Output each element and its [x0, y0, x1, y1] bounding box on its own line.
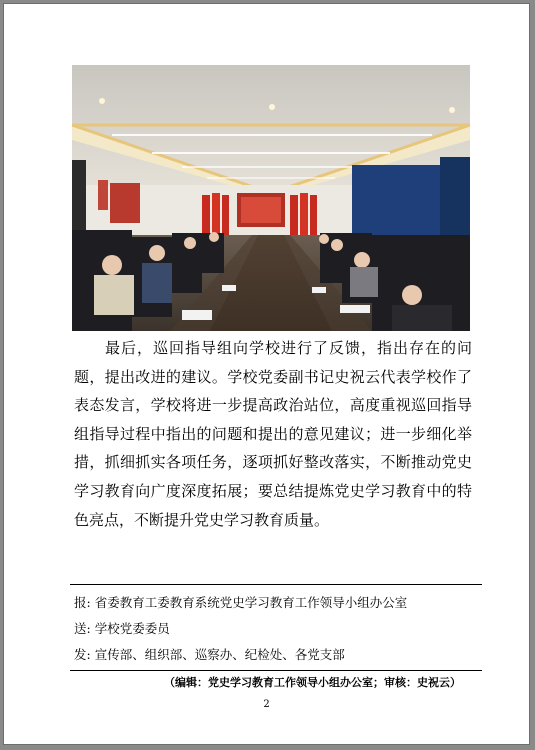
- distribution-issue-line: [74, 645, 345, 663]
- paragraph-text: 最后，巡回指导组向学校进行了反馈，指出存在的问题，提出改进的建议。学校党委副书记史祝云代表学校作了表态发言，学校将进一步提高政治站位，高度重视巡回指导组指导过程中指出的问题和提出的意见建议；进一步细化举措，抓细抓实各项任务，逐项抓好整改落实，不断推动党史学习教育向广度深度拓展；要总结提炼党史学习教育中的特色亮点，不断提升党史学习教育质量。: [74, 339, 472, 529]
- report-label: 报:: [74, 595, 91, 610]
- distribution-report-line: [74, 593, 407, 611]
- distribution-send-line: [74, 619, 170, 637]
- meeting-room-photo: [72, 65, 470, 331]
- editor-note: （编辑：党史学习教育工作领导小组办公室；审核：史祝云）: [164, 676, 461, 689]
- distribution-bottom-rule: [70, 670, 482, 671]
- report-paragraph: [74, 334, 472, 534]
- issue-recipients: 宣传部、组织部、巡察办、纪检处、各党支部: [94, 647, 345, 662]
- issue-label: 发:: [74, 647, 91, 662]
- page-number: 2: [263, 699, 270, 710]
- document-page: [3, 3, 530, 745]
- distribution-top-rule: [70, 584, 482, 585]
- send-label: 送:: [74, 621, 91, 636]
- send-recipient: 学校党委委员: [94, 621, 170, 636]
- report-recipient: 省委教育工委教育系统党史学习教育工作领导小组办公室: [94, 595, 408, 610]
